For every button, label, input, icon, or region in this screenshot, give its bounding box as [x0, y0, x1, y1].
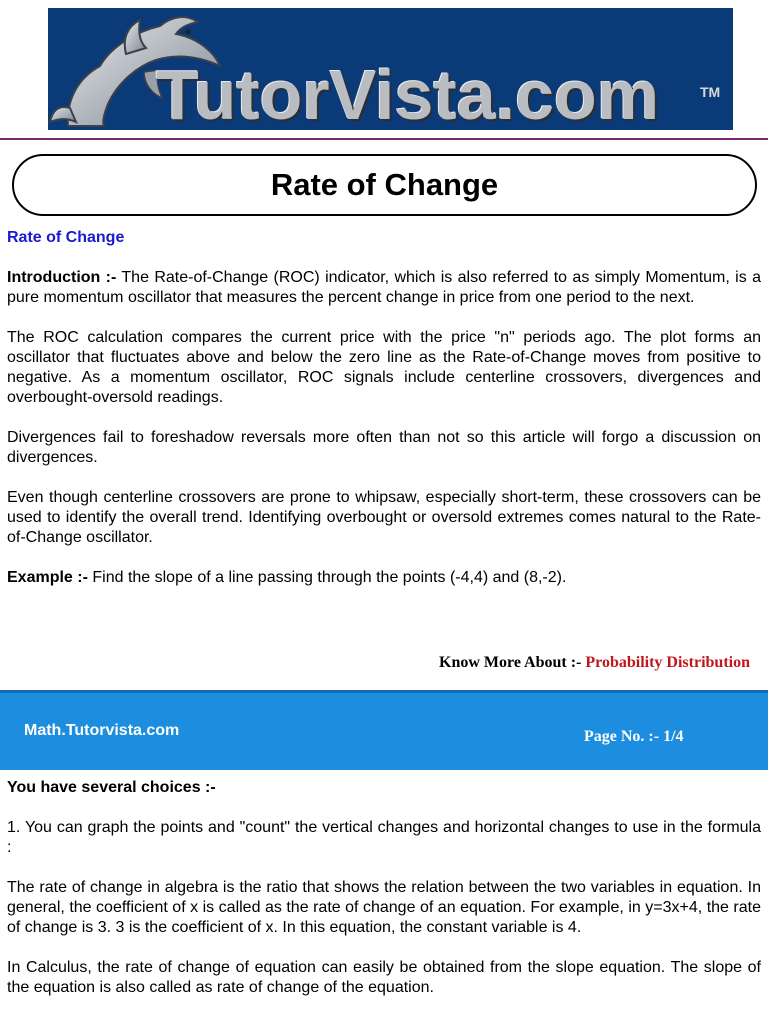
- title-box: [12, 154, 757, 216]
- choices-heading: You have several choices :-: [7, 779, 216, 796]
- footer-site-link[interactable]: Math.Tutorvista.com: [24, 722, 180, 739]
- paragraph-algebra: The rate of change in algebra is the ratio that shows the relation between the two variables in equation. In general, the coefficient of x is called as the rate of change of an equation. For example, in y=3x+4, the rate of change is 3. 3 is the coefficient of x. In this equation, the constant variable is 4.: [7, 879, 761, 936]
- intro-text: The Rate-of-Change (ROC) indicator, which is also referred to as simply Momentum, is a pure momentum oscillator that measures the percent change in price from one period to the next.: [7, 269, 761, 306]
- page-number: Page No. :- 1/4: [584, 728, 684, 745]
- probability-distribution-link[interactable]: Probability Distribution: [585, 654, 750, 671]
- intro-label: Introduction :-: [7, 269, 117, 286]
- paragraph-divergences: Divergences fail to foreshadow reversals more often than not so this article will forgo a discussion on divergences.: [7, 429, 761, 466]
- section-choices: [7, 778, 761, 998]
- header-divider: [0, 138, 768, 140]
- paragraph-calculus: In Calculus, the rate of change of equation can easily be obtained from the slope equation. The slope of the equation is also called as rate of change of the equation.: [7, 959, 761, 996]
- paragraph-crossovers: Even though centerline crossovers are prone to whipsaw, especially short-term, these crossovers can be used to identify the overall trend. Identifying overbought or oversold extremes comes natural to the Rate-of-Change oscillator.: [7, 489, 761, 546]
- intro-paragraph: [7, 268, 761, 308]
- know-more-label: Know More About :-: [439, 654, 582, 671]
- logo-text: TutorVista.com: [156, 56, 660, 130]
- footer-bar: [0, 690, 768, 770]
- section-main: [7, 228, 761, 588]
- example-label: Example :-: [7, 569, 88, 586]
- section-heading: Rate of Change: [7, 229, 125, 246]
- example-text: Find the slope of a line passing through the points (-4,4) and (8,-2).: [87, 569, 567, 586]
- example-paragraph: [7, 568, 761, 588]
- paragraph-roc-calculation: The ROC calculation compares the current price with the price "n" periods ago. The plot forms an oscillator that fluctuates above and below the zero line as the Rate-of-Change moves from positive to negative. As a momentum oscillator, ROC signals include centerline crossovers, divergences and overbought-oversold readings.: [7, 329, 761, 406]
- page-title: Rate of Change: [270, 167, 499, 202]
- know-more: [439, 654, 750, 672]
- logo-banner: [48, 8, 733, 130]
- logo-trademark: TM: [700, 84, 721, 100]
- paragraph-graph-points: 1. You can graph the points and "count" the vertical changes and horizontal changes to use in the formula :: [7, 819, 761, 856]
